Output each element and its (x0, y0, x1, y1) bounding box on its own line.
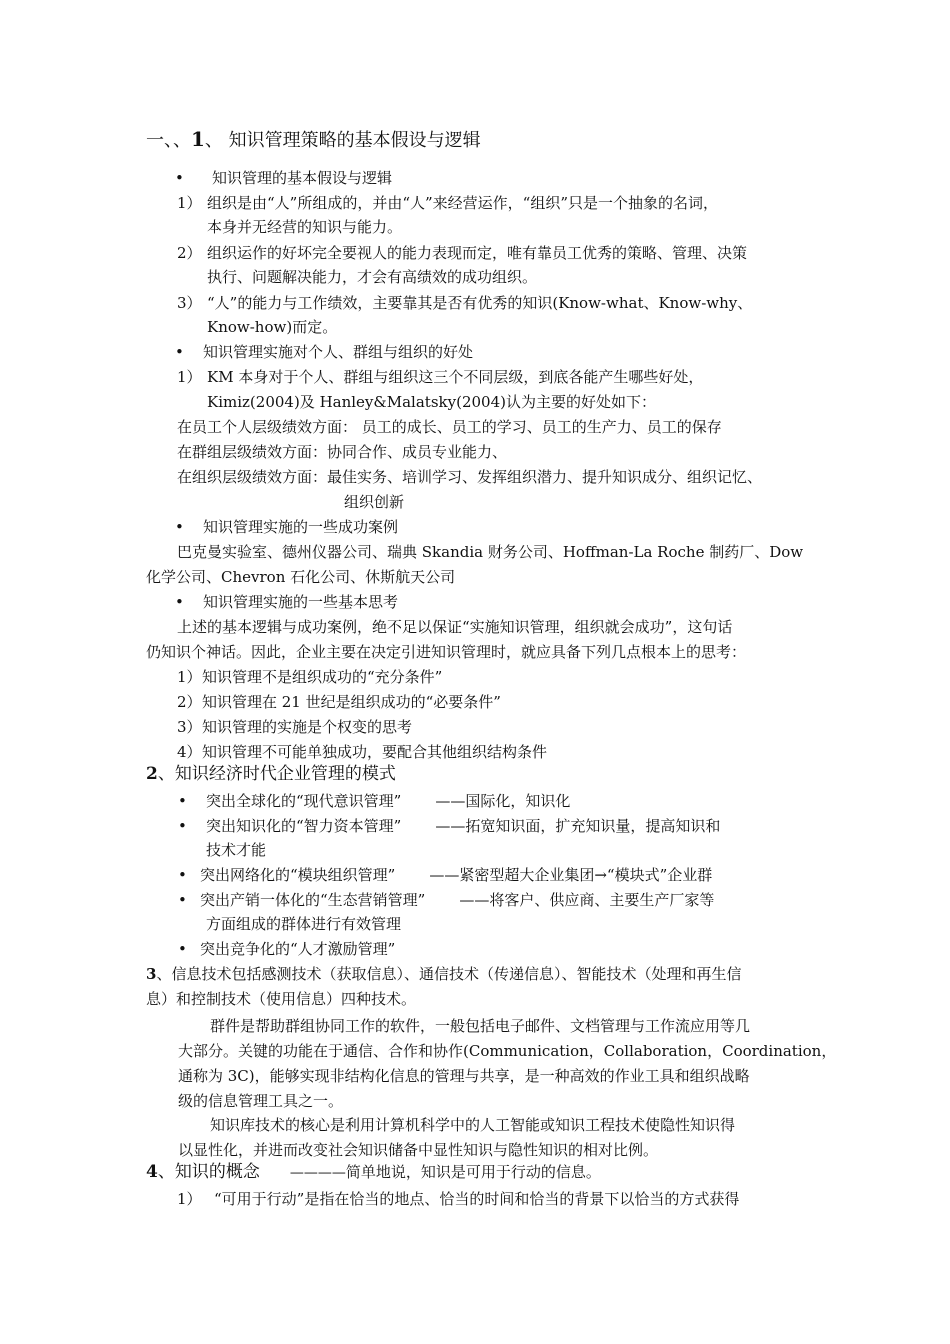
heading-number: 4 (146, 1162, 158, 1182)
bullet-icon: • (178, 866, 187, 884)
paragraph-text: “人”的能力与工作绩效，主要靠其是否有优秀的知识(Know-what、Know-why、 (207, 294, 753, 312)
groupware-paragraph: 群件是帮助群组协同工作的软件，一般包括电子邮件、文档管理与工作流应用等几 (210, 1017, 751, 1035)
bullet-icon: • (175, 518, 184, 536)
heading-title: 、知识的概念 (157, 1162, 260, 1182)
heading-prefix: 一、、 (146, 130, 191, 151)
bullet-icon: • (178, 891, 187, 909)
list-number: 1） (177, 668, 202, 686)
km-benefit-1 (177, 366, 703, 388)
assumption-2 (177, 242, 747, 264)
paragraph-text: 组织运作的好坏完全要视人的能力表现而定，唯有靠员工优秀的策略、管理、决策 (207, 244, 748, 262)
mode-global (178, 790, 570, 812)
thinking-point-1 (177, 666, 442, 688)
thinking-point-3 (177, 716, 412, 738)
paragraph-text: KM 本身对于个人、群组与组织这三个不同层级，到底各能产生哪些好处， (207, 368, 704, 386)
point-text: 知识管理在 21 世纪是组织成功的“必要条件” (202, 693, 501, 711)
bullet-basic-thinking (175, 591, 398, 613)
heading-title: 知识管理策略的基本假设与逻辑 (228, 130, 481, 151)
bullet-text: 知识管理实施的一些基本思考 (203, 593, 399, 611)
section-1-heading (146, 128, 481, 152)
point-text: 知识管理不是组织成功的“充分条件” (202, 668, 443, 686)
bullet-benefits (175, 341, 473, 363)
heading-dash: ———— (289, 1165, 346, 1181)
point-text: “可用于行动”是指在恰当的地点、恰当的时间和恰当的背景下以恰当的方式获得 (214, 1190, 740, 1208)
list-number: 2） (177, 244, 202, 262)
paragraph-text: 组织是由“人”所组成的，并由“人”来经营运作，“组织”只是一个抽象的名词， (207, 194, 719, 212)
level-group: 在群组层级绩效方面：协同合作、成员专业能力、 (177, 443, 508, 461)
km-benefit-1-cont: Kimiz(2004)及 Hanley&Malatsky(2004)认为主要的好处如下： (207, 393, 656, 411)
heading-number: 3 (146, 965, 157, 983)
concept-point-1 (177, 1188, 739, 1210)
heading-text: 、信息技术包括感测技术（获取信息）、通信技术（传递信息）、智能技术（处理和再生信 (156, 965, 742, 983)
groupware-paragraph-cont-1: 大部分。关键的功能在于通信、合作和协作(Communication，Collaboration，Coordination， (178, 1042, 837, 1060)
mode-name: 突出竞争化的“人才激励管理” (200, 940, 396, 958)
mode-ecological-cont: 方面组成的群体进行有效管理 (206, 915, 402, 933)
groupware-paragraph-cont-3: 级的信息管理工具之一。 (178, 1092, 344, 1110)
success-cases-text-cont: 化学公司、Chevron 石化公司、休斯航天公司 (146, 568, 456, 586)
success-cases-text: 巴克曼实验室、德州仪器公司、瑞典 Skandia 财务公司、Hoffman-La Roche 制药厂、Dow (177, 543, 804, 561)
list-number: 1） (177, 1190, 202, 1208)
bullet-icon: • (178, 817, 187, 835)
mode-name: 突出网络化的“模块组织管理” (200, 866, 396, 884)
knowledge-definition: 简单地说，知识是可用于行动的信息。 (345, 1163, 601, 1181)
list-number: 4） (177, 743, 202, 761)
mode-name: 突出产销一体化的“生态营销管理” (200, 891, 426, 909)
level-organization: 在组织层级绩效方面：最佳实务、培训学习、发挥组织潜力、提升知识成分、组织记忆、 (177, 468, 763, 486)
section-3-heading (146, 963, 741, 985)
heading-number: 1 (191, 127, 205, 151)
mode-ecological (178, 889, 714, 911)
assumption-1 (177, 192, 718, 214)
bullet-icon: • (178, 940, 187, 958)
assumption-1-cont: 本身并无经营的知识与能力。 (207, 218, 403, 236)
point-text: 知识管理不可能单独成功，要配合其他组织结构条件 (202, 743, 548, 761)
bullet-icon: • (175, 343, 184, 361)
thinking-paragraph-cont: 仍知识个神话。因此，企业主要在决定引进知识管理时，就应具备下列几点根本上的思考： (146, 643, 747, 661)
mode-desc: ——紧密型超大企业集团→“模块式”企业群 (429, 866, 713, 884)
knowledge-base-paragraph-cont: 以显性化，并进而改变社会知识储备中显性知识与隐性知识的相对比例。 (178, 1141, 659, 1159)
thinking-paragraph: 上述的基本逻辑与成功案例，绝不足以保证“实施知识管理，组织就会成功”，这句话 (177, 618, 733, 636)
heading-separator: 、 (204, 130, 223, 151)
bullet-text: 知识管理的基本假设与逻辑 (212, 169, 393, 187)
list-number: 3） (177, 718, 202, 736)
assumption-3-cont: Know-how)而定。 (207, 318, 338, 336)
thinking-point-4 (177, 741, 547, 763)
bullet-text: 知识管理实施对个人、群组与组织的好处 (203, 343, 474, 361)
point-text: 知识管理的实施是个权变的思考 (202, 718, 413, 736)
bullet-icon: • (175, 593, 184, 611)
list-number: 1） (177, 368, 202, 386)
bullet-basic-assumptions (175, 167, 392, 189)
bullet-icon: • (175, 169, 184, 187)
list-number: 2） (177, 693, 202, 711)
level-individual: 在员工个人层级绩效方面： 员工的成长、员工的学习、员工的生产力、员工的保存 (177, 418, 722, 436)
mode-desc: ——将客户、供应商、主要生产厂家等 (459, 891, 715, 909)
section-3-heading-cont: 息）和控制技术（使用信息）四种技术。 (146, 990, 417, 1008)
heading-number: 2 (146, 764, 158, 784)
groupware-paragraph-cont-2: 通称为 3C)，能够实现非结构化信息的管理与共享，是一种高效的作业工具和组织战略 (178, 1067, 750, 1085)
mode-desc: ——拓宽知识面，扩充知识量，提高知识和 (435, 817, 721, 835)
assumption-2-cont: 执行、问题解决能力，才会有高绩效的成功组织。 (207, 268, 538, 286)
mode-knowledge (178, 815, 720, 837)
heading-title: 、知识经济时代企业管理的模式 (157, 764, 396, 784)
knowledge-base-paragraph: 知识库技术的核心是利用计算机科学中的人工智能或知识工程技术使隐性知识得 (210, 1116, 736, 1134)
section-4-heading (146, 1161, 601, 1184)
thinking-point-2 (177, 691, 501, 713)
bullet-success-cases (175, 516, 398, 538)
mode-talent (178, 938, 395, 960)
bullet-text: 知识管理实施的一些成功案例 (203, 518, 399, 536)
list-number: 3） (177, 294, 202, 312)
bullet-icon: • (178, 792, 187, 810)
list-number: 1） (177, 194, 202, 212)
mode-desc: ——国际化，知识化 (435, 792, 571, 810)
level-organization-cont: 组织创新 (344, 493, 405, 511)
mode-name: 突出知识化的“智力资本管理” (206, 817, 402, 835)
mode-knowledge-cont: 技术才能 (206, 841, 267, 859)
mode-network (178, 864, 712, 886)
section-2-heading (146, 763, 396, 785)
mode-name: 突出全球化的“现代意识管理” (206, 792, 402, 810)
assumption-3 (177, 292, 752, 314)
